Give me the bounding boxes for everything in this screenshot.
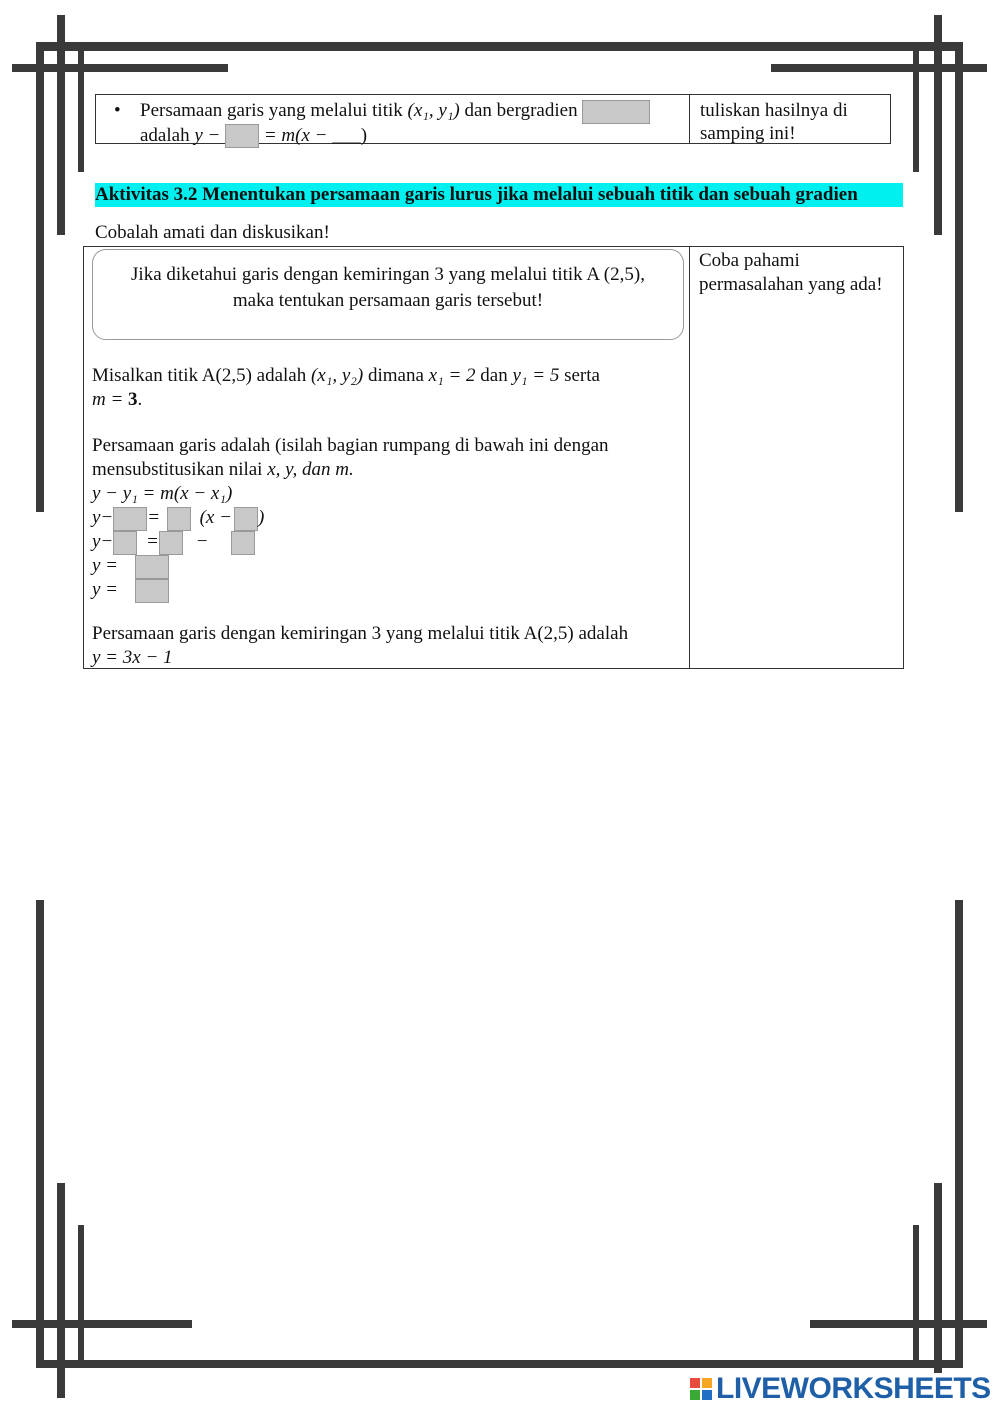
p2-vars: x, y, dan m. [267,459,354,480]
side-note [699,249,899,297]
eq3-y1-box[interactable] [113,531,137,555]
p1-text-e: dimana [363,365,429,386]
p1-text-g: dan [475,365,513,386]
problem-line2: maka tentukan persamaan garis tersebut! [232,290,544,311]
problem-box [92,249,684,340]
p1-m: m = [92,389,129,410]
table-divider [689,95,690,143]
line2-close: ) [360,124,368,146]
eq4-lhs: y = [92,555,119,576]
equation-general: y − y₁ = m(x − x₁) [92,483,233,504]
eq2-m-box[interactable] [167,507,191,531]
conclusion-point: (2,5) [537,623,574,644]
logo-square-4 [702,1390,712,1400]
logo-square-3 [690,1390,700,1400]
p1-text-i: serta [559,365,600,386]
logo-mark-icon [690,1378,712,1400]
equation-substitution [92,506,264,531]
equation-expand [92,530,255,555]
line1-point: (x₁, y₁) [407,100,460,121]
eq3-equals: = [146,531,159,552]
line2-text: adalah [140,124,195,146]
p1-coords: (x₁, y₂) [310,365,364,386]
eq2-close: ) [257,507,265,528]
p1-x1: x₁ = 2 [428,365,476,386]
gradient-answer-box[interactable] [582,100,650,124]
eq5-lhs: y = [92,579,119,600]
right-line1: tuliskan hasilnya di [700,100,848,121]
logo-text: LIVEWORKSHEETS [716,1372,991,1405]
p1-end: . [137,389,143,410]
conclusion-line1 [92,622,628,646]
logo-square-1 [690,1378,700,1388]
top-table-right-cell [700,99,885,145]
conclusion-equation: y = 3x − 1 [92,647,173,668]
equation-step4 [92,554,169,579]
equation-step5 [92,578,169,603]
line2-math-a: y − [194,124,226,146]
p1-y1: y₁ = 5 [512,365,560,386]
line2-math-b: = m(x − [259,124,333,146]
p1-m-value: 3 [128,389,138,410]
p1-point: (2,5) [215,365,252,386]
eq3-minus: − [195,531,209,552]
p2-text: mensubstitusikan nilai [92,459,268,480]
line1-rest: dan bergradien [459,100,583,121]
y1-answer-box[interactable] [225,124,259,148]
activity-heading: Aktivitas 3.2 Menentukan persamaan garis lurus jika melalui sebuah titik dan sebuah gradien [95,183,903,207]
logo-square-2 [702,1378,712,1388]
line2-blank: ___ [332,124,361,146]
table-divider [689,247,690,668]
liveworksheets-logo [690,1374,991,1404]
eq2-equals: = [147,507,161,528]
top-table [95,94,891,144]
p1-text-a: Misalkan titik A [92,365,216,386]
solution-p2-line2 [92,458,354,482]
solution-p1-line1 [92,364,600,388]
eq3-const-box[interactable] [231,531,255,555]
side-note-line1: Coba pahami [699,250,800,271]
line1-text: Persamaan garis yang melalui titik [140,100,408,121]
eq2-y1-box[interactable] [113,507,147,531]
problem-line1: Jika diketahui garis dengan kemiringan 3 yang melalui titik A (2,5), [131,264,645,285]
activity-table [83,246,904,669]
solution-p2-line1: Persamaan garis adalah (isilah bagian rumpang di bawah ini dengan [92,435,609,456]
eq4-answer-box[interactable] [135,555,169,579]
side-note-line2: permasalahan yang ada! [699,274,883,295]
bullet-icon: • [114,100,121,121]
eq5-answer-box[interactable] [135,579,169,603]
eq2-lhs: y− [92,507,114,528]
right-line2: samping ini! [700,123,796,144]
eq2-x1-box[interactable] [234,507,258,531]
p1-text-c: adalah [251,365,311,386]
conclusion-text: Persamaan garis dengan kemiringan 3 yang melalui titik A [92,623,538,644]
eq3-mx-box[interactable] [159,531,183,555]
activity-intro: Cobalah amati dan diskusikan! [95,222,330,243]
solution-p1-line2 [92,388,142,412]
eq3-lhs: y− [92,531,114,552]
eq2-paren: (x − [199,507,232,528]
conclusion-end: adalah [573,623,629,644]
top-table-left-cell [108,99,688,148]
